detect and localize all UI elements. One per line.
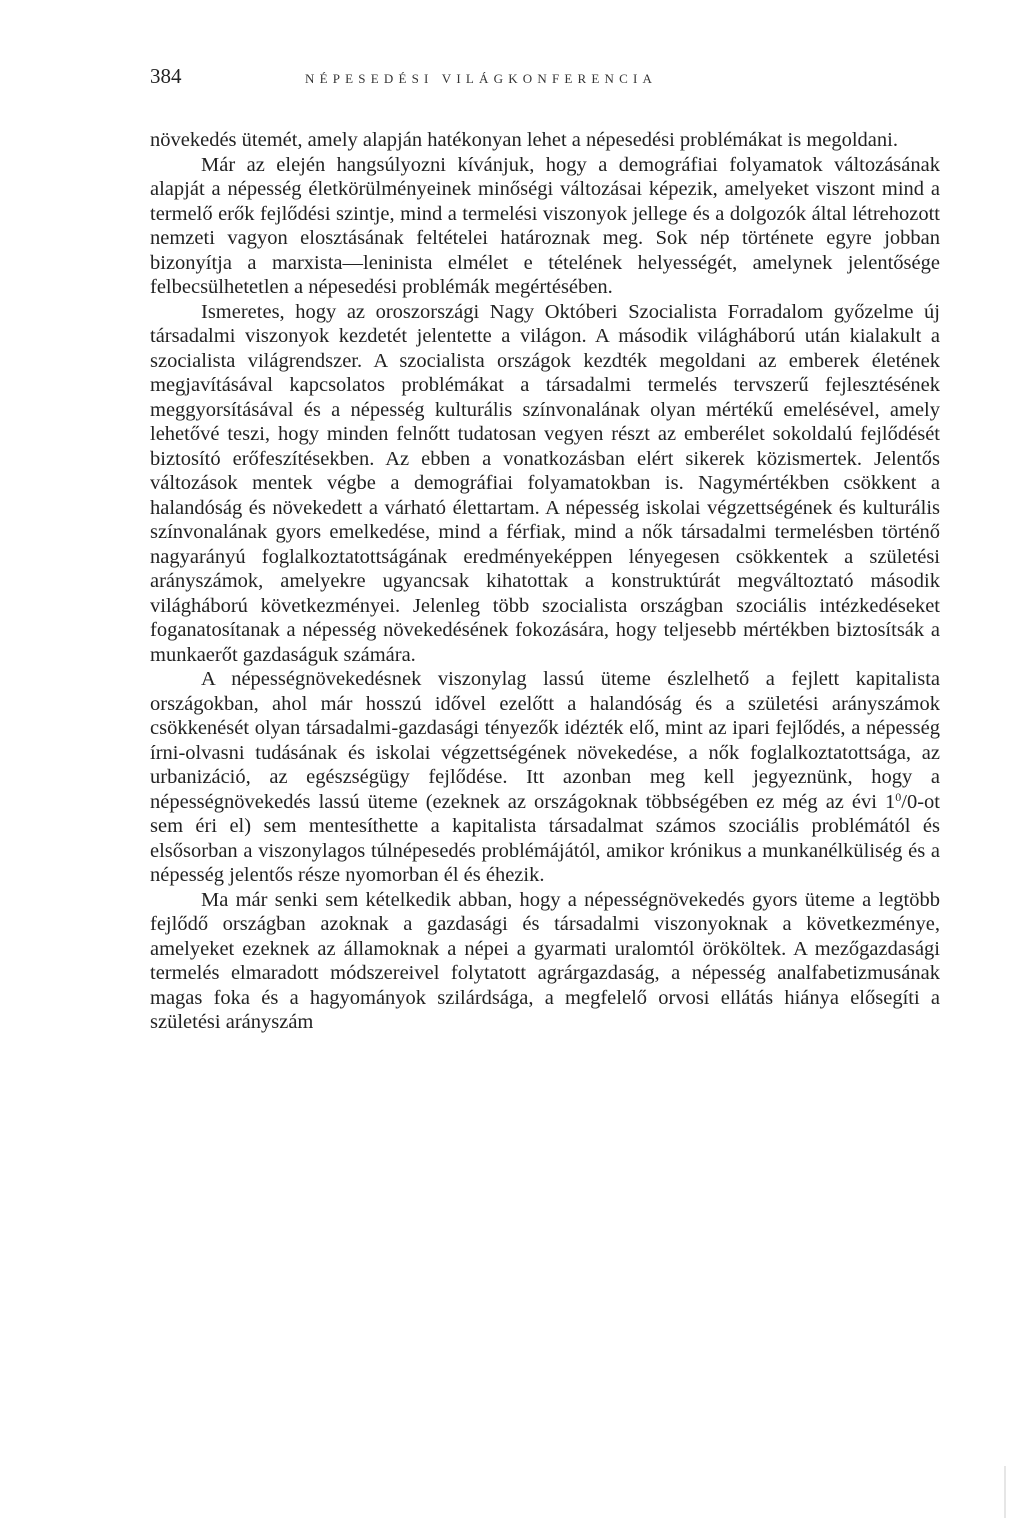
- paragraph-4: [150, 667, 940, 888]
- paragraph-2: Már az elején hangsúlyozni kívánjuk, hogy a demográfiai folyamatok változásának alapját a népesség életkörülményeinek minőségi változásai képezik, amelyeket viszont mind a termelő erők fejlődési szintje, mind a termelési viszonyok jellege és a dolgozók által létrehozott nemzeti vagyon elosztásának feltételei határoznak meg. Sok nép története egyre jobban bizonyítja a marxista—leninista elmélet e tételének helyességét, amelynek jelentősége felbecsülhetetlen a népesedési problémák megértésében.: [150, 153, 940, 298]
- percent-sup: 0: [895, 789, 902, 804]
- paragraph-4-part-1: A népességnövekedésnek viszonylag lassú üteme észlelhető a fejlett kapitalista országokban, ahol már hosszú idővel ezelőtt a halandóság és a születési arányszámok csökkenését olyan társadalmi-gazdasági tényezők idézték elő, mint az ipari fejlődés, a népesség írni-olvasni tudásának és iskolai végzettségének növekedése, a nők foglalkoztatottsága, az urbanizáció, az egészségügy fejlődése. Itt azonban meg kell jegyeznünk, hogy a népességnövekedés lassú üteme (ezeknek az országoknak többségében ez még az évi 1: [150, 668, 940, 813]
- percent-slash: /0: [901, 790, 918, 813]
- book-page: [150, 64, 940, 1035]
- paragraph-1: növekedés ütemét, amely alapján hatékonyan lehet a népesedési problémákat is megoldani.: [150, 129, 898, 151]
- page-number: 384: [150, 64, 182, 88]
- paragraph-5: Ma már senki sem kételkedik abban, hogy a népességnövekedés gyors üteme a legtöbb fejlődő országban azoknak a gazdasági és társadalmi viszonyoknak a következménye, amelyeket ezeknek az államoknak a népei a gyarmati uralomtól örököltek. A mezőgazdasági termelés elmaradott módszereivel folytatott agrárgazdaság, a népesség analfabetizmusának magas foka és a hagyományok szilárdsága, a megfelelő orvosi ellátás hiánya elősegíti a születési arányszám: [150, 888, 940, 1033]
- paragraph-4-part-2: -ot sem éri el) sem mentesíthette a kapitalista társadalmat számos szociális problémától és elsősorban a viszonylagos túlnépesedés problémájától, amikor krónikus a munkanélküliség és a népesség jelentős része nyomorban él és éhezik.: [150, 790, 940, 886]
- scan-edge-line: [1004, 1466, 1006, 1518]
- body-text: [150, 128, 940, 1035]
- paragraph-3: Ismeretes, hogy az oroszországi Nagy Októberi Szocialista Forradalom győzelme új társadalmi viszonyok kezdetét jelentette a világon. A második világháború után kialakult a szocialista világrendszer. A szocialista országok kezdték megoldani az emberek életének megjavításával kapcsolatos problémákat a társadalmi termelés tervszerű fejlesztésének meggyorsításával és a népesség kulturális színvonalának olyan mértékű emelésével, amely lehetővé teszi, hogy minden felnőtt tudatosan vegyen részt az emberélet sokoldalú fejlődését biztosító erőfeszítésekben. Az ebben a vonatkozásban elért sikerek közismertek. Jelentős változások mentek végbe a demográfiai folyamatokban is. Nagymértékben csökkent a halandóság és növekedett a várható élettartam. A népesség iskolai végzettségének és kulturális színvonalának gyors emelkedése, mind a férfiak, mind a nők társadalmi termelésben történő nagyarányú foglalkoztatottságának eredményeképpen lényegesen csökkentek a születési arányszámok, amelyekre ugyancsak kihatottak a konstruktúrát megváltoztató második világháború következményei. Jelenleg több szocialista országban szociális intézkedéseket foganatosítanak a népesség növekedésének fokozására, hogy teljesebb mértékben biztosítsák a munkaerőt gazdaságuk számára.: [150, 300, 940, 666]
- running-title: NÉPESEDÉSI VILÁGKONFERENCIA: [305, 71, 658, 86]
- running-header: [150, 64, 940, 94]
